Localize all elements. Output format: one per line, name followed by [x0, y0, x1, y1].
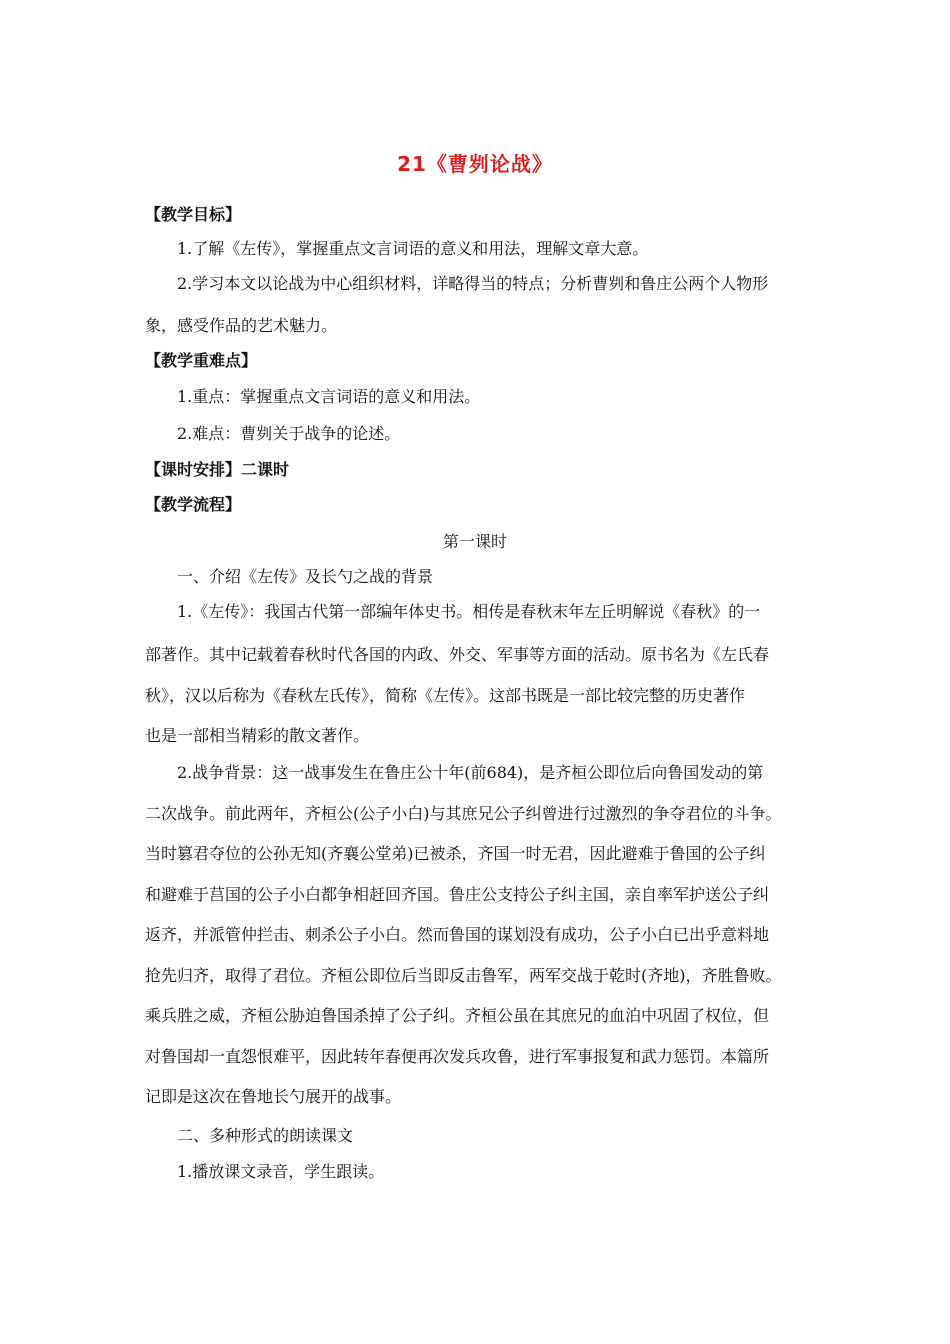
objective-2-line-2: 象，感受作品的艺术魅力。	[145, 316, 338, 335]
paragraph-1-line-2: 部著作。其中记载着春秋时代各国的内政、外交、军事等方面的活动。原书名为《左氏春	[145, 645, 770, 664]
paragraph-2-line-1: 2.战争背景：这一战事发生在鲁庄公十年(前684)，是齐桓公即位后向鲁国发动的第	[177, 763, 764, 782]
page-title: 21《曹刿论战》	[397, 152, 553, 176]
schedule-line: 【课时安排】二课时	[145, 460, 290, 479]
objectives-heading: 【教学目标】	[145, 205, 242, 224]
paragraph-2-line-8: 对鲁国却一直怨恨难平，因此转年春便再次发兵攻鲁，进行军事报复和武力惩罚。本篇所	[145, 1047, 770, 1066]
section-2-item-1: 1.播放课文录音，学生跟读。	[177, 1162, 385, 1181]
keypoints-heading: 【教学重难点】	[145, 351, 258, 370]
paragraph-1-line-4: 也是一部相当精彩的散文著作。	[145, 726, 370, 745]
objective-1: 1.了解《左传》，掌握重点文言词语的意义和用法，理解文章大意。	[177, 239, 649, 258]
keypoint-1: 1.重点：掌握重点文言词语的意义和用法。	[177, 387, 481, 406]
section-2-heading: 二、多种形式的朗读课文	[177, 1126, 354, 1145]
lesson-one-heading: 第一课时	[442, 532, 507, 551]
flow-heading: 【教学流程】	[145, 495, 242, 514]
paragraph-2-line-6: 抢先归齐，取得了君位。齐桓公即位后当即反击鲁军，两军交战于乾时(齐地)，齐胜鲁败。	[145, 966, 782, 985]
paragraph-2-line-7: 乘兵胜之威，齐桓公胁迫鲁国杀掉了公子纠。齐桓公虽在其庶兄的血泊中巩固了权位，但	[145, 1006, 770, 1025]
paragraph-1-line-1: 1.《左传》：我国古代第一部编年体史书。相传是春秋末年左丘明解说《春秋》的一	[177, 602, 761, 621]
paragraph-2-line-2: 二次战争。前此两年，齐桓公(公子小白)与其庶兄公子纠曾进行过激烈的争夺君位的斗争。	[145, 804, 782, 823]
paragraph-2-line-5: 返齐，并派管仲拦击、刺杀公子小白。然而鲁国的谋划没有成功，公子小白已出乎意料地	[145, 925, 770, 944]
paragraph-2-line-9: 记即是这次在鲁地长勺展开的战事。	[145, 1087, 402, 1106]
section-1-heading: 一、介绍《左传》及长勺之战的背景	[177, 567, 434, 586]
paragraph-2-line-4: 和避难于莒国的公子小白都争相赶回齐国。鲁庄公支持公子纠主国，亲自率军护送公子纠	[145, 885, 770, 904]
keypoint-2: 2.难点：曹刿关于战争的论述。	[177, 424, 401, 443]
paragraph-1-line-3: 秋》，汉以后称为《春秋左氏传》，简称《左传》。这部书既是一部比较完整的历史著作	[145, 686, 746, 705]
paragraph-2-line-3: 当时篡君夺位的公孙无知(齐襄公堂弟)已被杀，齐国一时无君，因此避难于鲁国的公子纠	[145, 844, 766, 863]
objective-2-line-1: 2.学习本文以论战为中心组织材料，详略得当的特点；分析曹刿和鲁庄公两个人物形	[177, 274, 769, 293]
